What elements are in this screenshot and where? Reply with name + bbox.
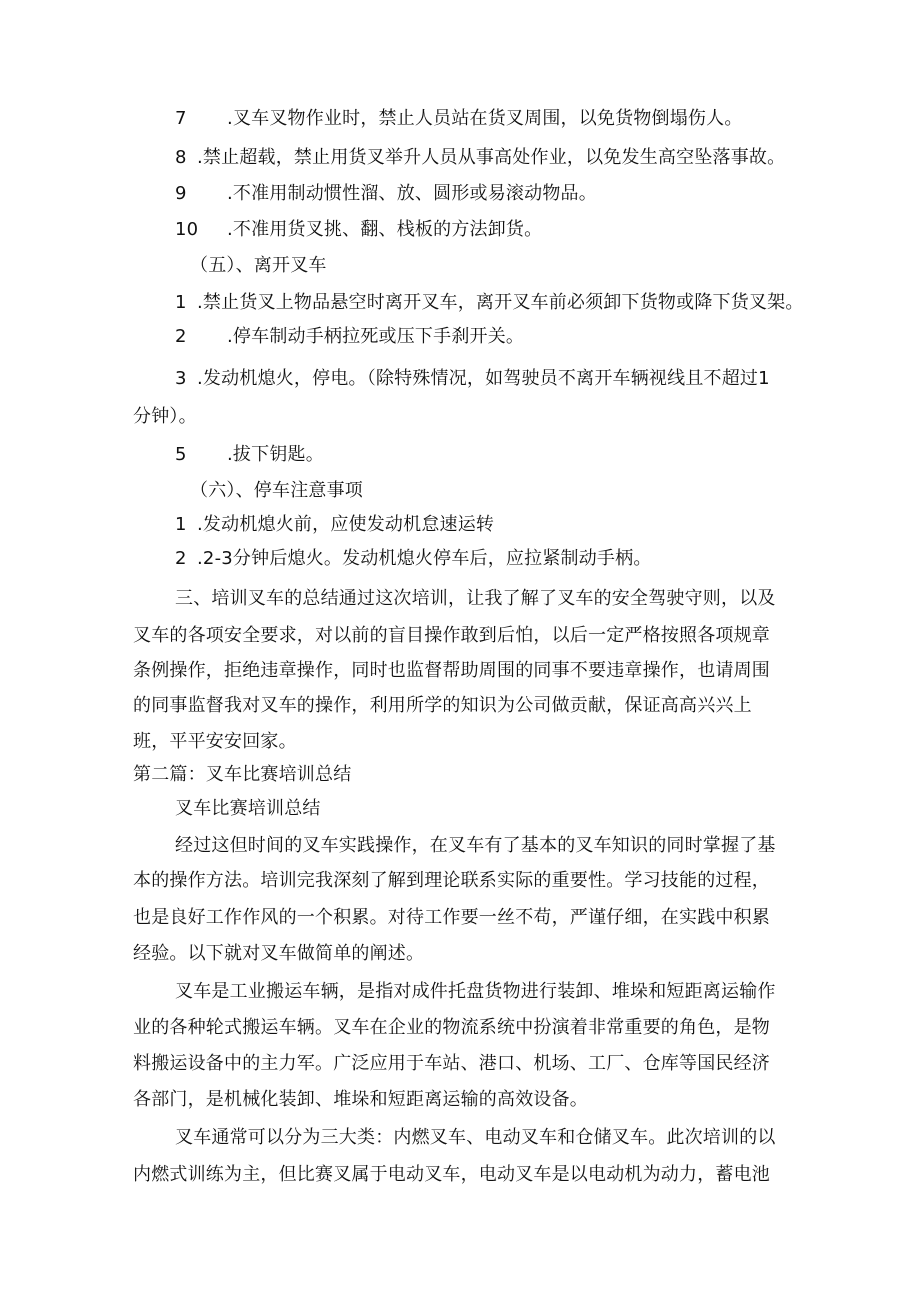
summary-line: 班，平平安安回家。	[133, 731, 297, 752]
list-item	[175, 367, 795, 391]
paragraph-line: 叉车是工业搬运车辆，是指对成件托盘货物进行装卸、堆垛和短距离运输作	[175, 981, 776, 1002]
paragraph-line: 叉车通常可以分为三大类：内燃叉车、电动叉车和仓储叉车。此次培训的以	[175, 1127, 776, 1148]
item-number: 1	[175, 514, 187, 535]
paragraph-line: 本的操作方法。培训完我深刻了解到理论联系实际的重要性。学习技能的过程，	[133, 870, 770, 891]
item-text: .发动机熄火，停电。（除特殊情况，如驾驶员不离开车辆视线且不超过1	[197, 368, 770, 389]
item-text: .禁止货叉上物品悬空时离开叉车，离开叉车前必须卸下货物或降下货叉架。	[197, 292, 804, 313]
section-heading: （五）、离开叉车	[190, 255, 327, 276]
list-item	[175, 218, 775, 242]
paragraph-line: 内燃式训练为主，但比赛叉属于电动叉车，电动叉车是以电动机为动力，蓄电池	[133, 1164, 770, 1185]
list-item	[175, 291, 815, 315]
summary-line: 的同事监督我对叉车的操作，利用所学的知识为公司做贡献，保证高高兴兴上	[133, 695, 752, 716]
item-number: 2	[175, 548, 187, 569]
item-number: 3	[175, 368, 187, 389]
item-number: 10	[175, 219, 199, 240]
paragraph-line: 料搬运设备中的主力军。广泛应用于车站、港口、机场、工厂、仓库等国民经济	[133, 1053, 770, 1074]
part-title: 第二篇：叉车比赛培训总结	[133, 764, 352, 785]
section-heading: （六）、停车注意事项	[190, 480, 363, 501]
summary-line: 三、培训叉车的总结通过这次培训，让我了解了叉车的安全驾驶守则，以及	[175, 588, 776, 609]
item-number: 1	[175, 292, 187, 313]
item-text: .不准用制动惯性溜、放、圆形或易滚动物品。	[227, 183, 597, 204]
item-number: 5	[175, 444, 187, 465]
list-item	[175, 513, 775, 537]
summary-line: 条例操作，拒绝违章操作，同时也监督帮助周围的同事不要违章操作，也请周围	[133, 660, 770, 681]
article-subtitle: 叉车比赛培训总结	[175, 798, 321, 819]
list-item	[175, 107, 775, 131]
item-number: 2	[175, 326, 187, 347]
paragraph-line: 经过这但时间的叉车实践操作，在叉车有了基本的叉车知识的同时掌握了基	[175, 835, 776, 856]
item-text: .发动机熄火前，应使发动机怠速运转	[197, 514, 495, 535]
item-text: .叉车叉物作业时，禁止人员站在货叉周围，以免货物倒塌伤人。	[227, 108, 743, 129]
summary-line: 叉车的各项安全要求，对以前的盲目操作敢到后怕，以后一定严格按照各项规章	[133, 625, 770, 646]
paragraph-line: 各部门，是机械化装卸、堆垛和短距离运输的高效设备。	[133, 1089, 588, 1110]
list-item	[175, 325, 775, 349]
list-item	[175, 547, 775, 571]
item-text: .不准用货叉挑、翻、栈板的方法卸货。	[227, 219, 543, 240]
paragraph-line: 也是良好工作作风的一个积累。对待工作要一丝不苟，严谨仔细，在实践中积累	[133, 907, 770, 928]
item-text: .停车制动手柄拉死或压下手刹开关。	[227, 326, 525, 347]
list-item	[175, 182, 775, 206]
item-text: .禁止超载，禁止用货叉举升人员从事高处作业，以免发生高空坠落事故。	[197, 147, 786, 168]
item-number: 9	[175, 183, 187, 204]
list-item	[175, 146, 795, 170]
item-number: 8	[175, 147, 187, 168]
item-number: 7	[175, 108, 187, 129]
paragraph-line: 业的各种轮式搬运车辆。叉车在企业的物流系统中扮演着非常重要的角色，是物	[133, 1017, 770, 1038]
list-item-continuation: 分钟）。	[133, 406, 197, 427]
paragraph-line: 经验。以下就对叉车做简单的阐述。	[133, 943, 425, 964]
item-text: .2-3分钟后熄火。发动机熄火停车后，应拉紧制动手柄。	[197, 548, 652, 569]
item-text: .拔下钥匙。	[227, 444, 324, 465]
list-item	[175, 443, 775, 467]
